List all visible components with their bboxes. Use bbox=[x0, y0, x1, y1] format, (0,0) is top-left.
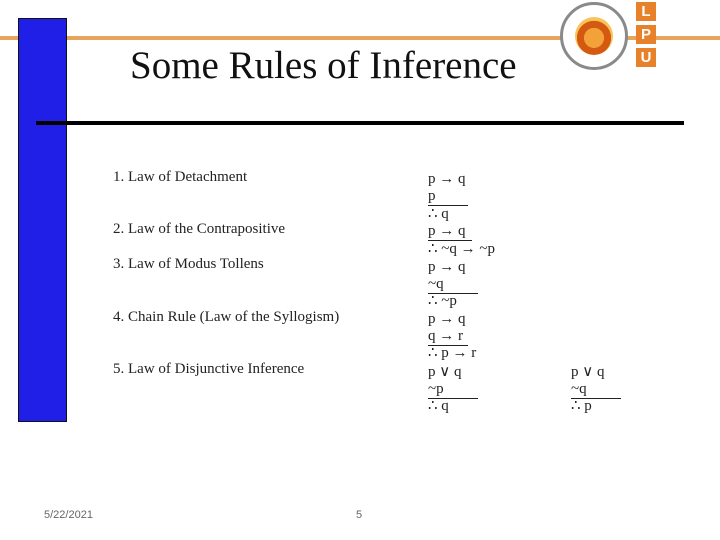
slide-title: Some Rules of Inference bbox=[130, 44, 517, 87]
rule-2-conclusion: ∴ ~q → ~p bbox=[428, 241, 496, 257]
seal-emblem-icon bbox=[575, 17, 613, 55]
blue-accent-bar bbox=[18, 18, 67, 422]
rule-5-alt-premise-2: ~q bbox=[571, 380, 621, 399]
rule-1-conclusion: ∴ q bbox=[428, 206, 449, 222]
rule-1-label: 1. Law of Detachment bbox=[113, 169, 248, 185]
rule-3-premise-2: ~q bbox=[428, 275, 478, 294]
rule-1-premise-1: p → q bbox=[428, 171, 466, 187]
university-seal-logo bbox=[560, 2, 628, 70]
logo-letter-p: P bbox=[636, 25, 656, 44]
rule-4-premise-1: p → q bbox=[428, 311, 466, 327]
title-underline bbox=[36, 121, 684, 125]
rule-1-premise-2: p bbox=[428, 187, 468, 206]
rule-4-premise-2: q → r bbox=[428, 327, 468, 346]
rule-3-premise-1: p → q bbox=[428, 259, 466, 275]
rule-5-alt-premise-1: p ∨ q bbox=[571, 364, 605, 380]
rule-5-alt-conclusion: ∴ p bbox=[571, 398, 592, 414]
rule-5-conclusion: ∴ q bbox=[428, 398, 449, 414]
rule-5-premise-2: ~p bbox=[428, 380, 478, 399]
slide-date: 5/22/2021 bbox=[44, 509, 93, 521]
logo-letter-l: L bbox=[636, 2, 656, 21]
rule-2-premise-1: p → q bbox=[428, 222, 472, 241]
rule-4-conclusion: ∴ p → r bbox=[428, 345, 477, 361]
rule-2-label: 2. Law of the Contrapositive bbox=[113, 221, 286, 237]
rule-4-label: 4. Chain Rule (Law of the Syllogism) bbox=[113, 309, 340, 325]
rule-5-premise-1: p ∨ q bbox=[428, 364, 462, 380]
slide-page-number: 5 bbox=[356, 509, 363, 521]
rule-3-conclusion: ∴ ~p bbox=[428, 293, 457, 309]
logo-letter-u: U bbox=[636, 48, 656, 67]
rule-5-label: 5. Law of Disjunctive Inference bbox=[113, 361, 305, 377]
rule-3-label: 3. Law of Modus Tollens bbox=[113, 256, 264, 272]
